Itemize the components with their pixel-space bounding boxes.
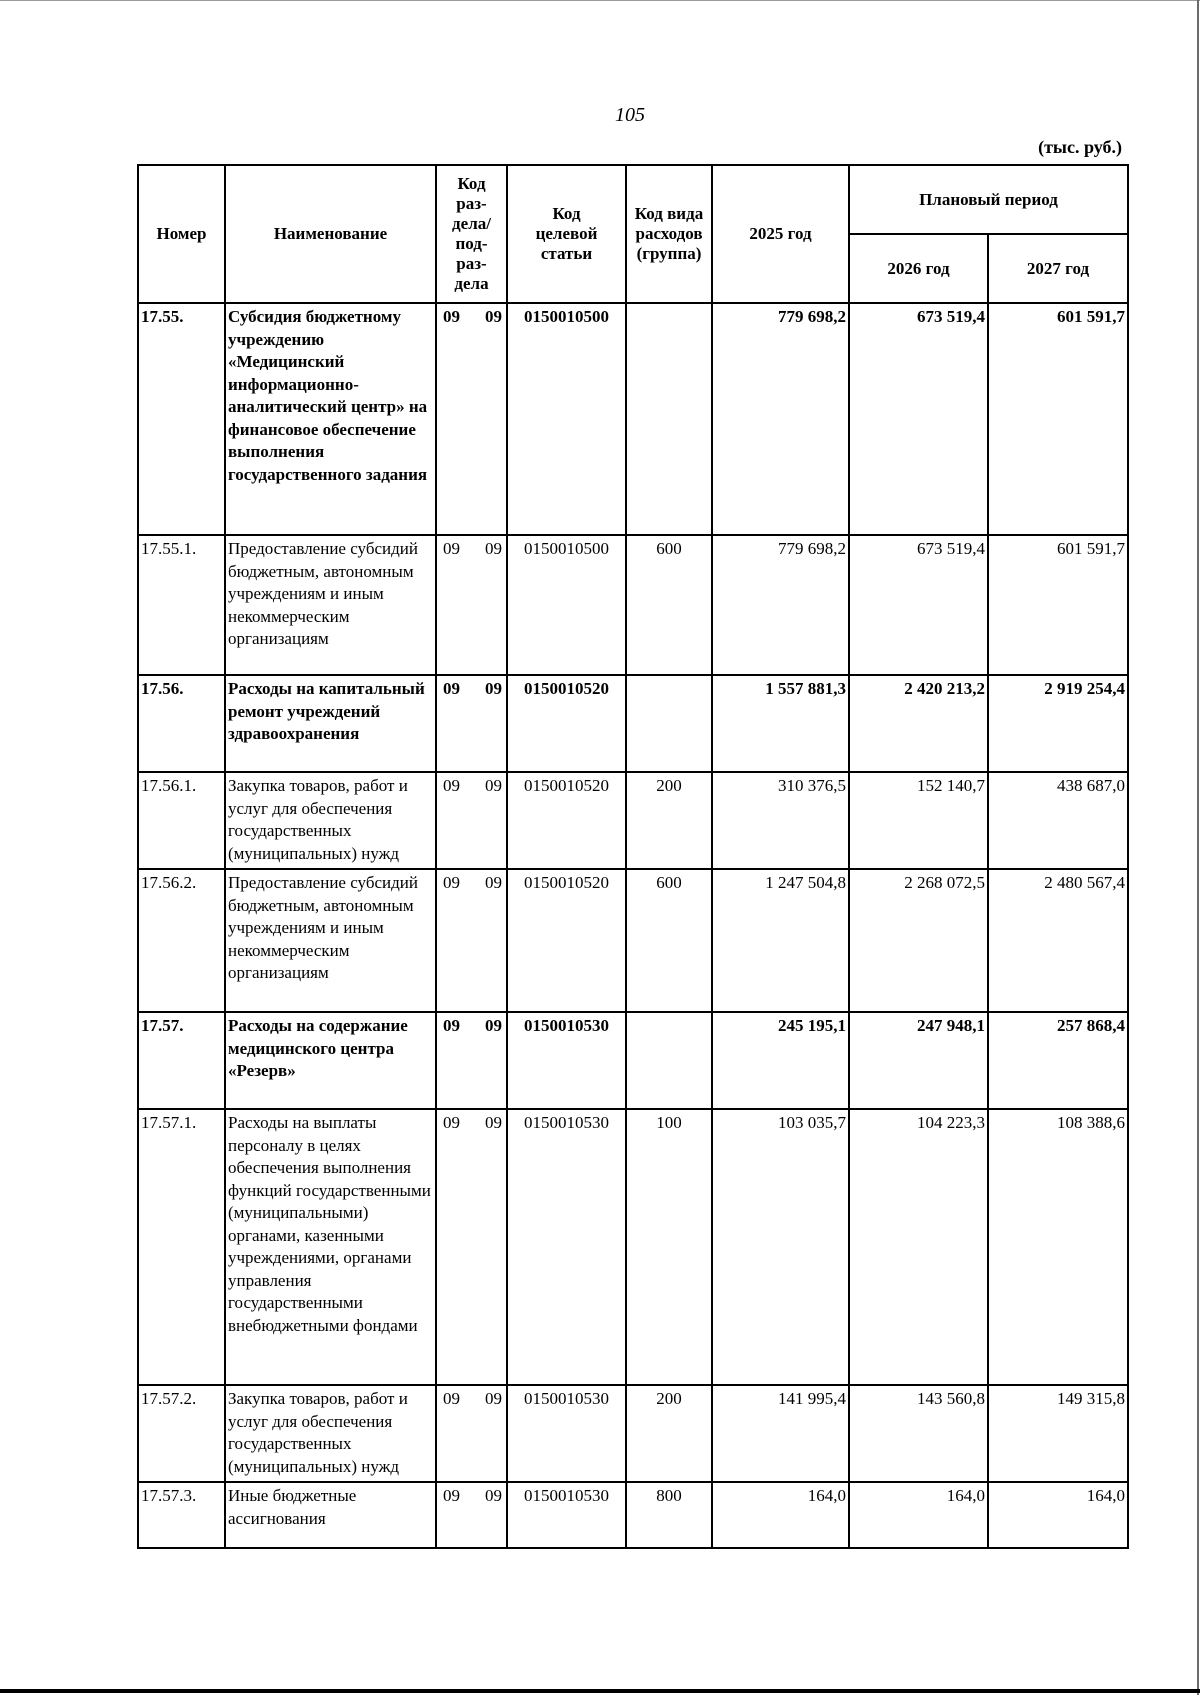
header-line: раз- — [456, 254, 487, 273]
row-amount-2026: 104 223,3 — [849, 1109, 988, 1385]
row-target-code: 0150010520 — [507, 869, 626, 1012]
row-number: 17.57. — [138, 1012, 225, 1109]
header-line: дела/ — [452, 214, 491, 233]
subsection-code: 09 — [485, 1486, 502, 1505]
row-amount-2026: 673 519,4 — [849, 303, 988, 535]
row-section-code — [436, 675, 507, 772]
row-name: Субсидия бюджетному учреждению «Медицинский информационно-аналитический центр» на финансовое обеспечение выполнения государственного задания — [225, 303, 436, 535]
row-amount-2026: 673 519,4 — [849, 535, 988, 675]
table-body — [138, 303, 1128, 1548]
row-target-code: 0150010500 — [507, 303, 626, 535]
row-amount-2025: 164,0 — [712, 1482, 849, 1548]
header-line: раз- — [456, 194, 487, 213]
header-line: целевой — [535, 224, 598, 243]
section-subsection-pair — [439, 1388, 504, 1411]
row-amount-2027: 601 591,7 — [988, 303, 1128, 535]
row-amount-2027: 601 591,7 — [988, 535, 1128, 675]
row-name: Расходы на капитальный ремонт учреждений здравоохранения — [225, 675, 436, 772]
row-amount-2027: 257 868,4 — [988, 1012, 1128, 1109]
row-number: 17.55. — [138, 303, 225, 535]
section-code: 09 — [443, 307, 460, 326]
row-number: 17.56.2. — [138, 869, 225, 1012]
header-line: под- — [455, 234, 488, 253]
table-row — [138, 1482, 1128, 1548]
row-section-code — [436, 869, 507, 1012]
table-header — [138, 165, 1128, 303]
header-year-2027: 2027 год — [988, 234, 1128, 303]
row-name: Закупка товаров, работ и услуг для обеспечения государственных (муниципальных) нужд — [225, 1385, 436, 1482]
row-amount-2027: 108 388,6 — [988, 1109, 1128, 1385]
table-row — [138, 303, 1128, 535]
section-subsection-pair — [439, 872, 504, 895]
section-subsection-pair — [439, 775, 504, 798]
row-target-code: 0150010520 — [507, 772, 626, 869]
row-amount-2026: 164,0 — [849, 1482, 988, 1548]
table-row — [138, 1012, 1128, 1109]
row-section-code — [436, 772, 507, 869]
row-section-code — [436, 1012, 507, 1109]
row-amount-2026: 2 268 072,5 — [849, 869, 988, 1012]
section-code: 09 — [443, 1113, 460, 1132]
row-number: 17.56. — [138, 675, 225, 772]
row-amount-2026: 2 420 213,2 — [849, 675, 988, 772]
row-number: 17.57.3. — [138, 1482, 225, 1548]
row-expense-code — [626, 303, 712, 535]
row-number: 17.56.1. — [138, 772, 225, 869]
units-label: (тыс. руб.) — [1038, 137, 1122, 157]
row-number: 17.57.1. — [138, 1109, 225, 1385]
section-subsection-pair — [439, 1112, 504, 1135]
header-expense-code — [626, 165, 712, 303]
header-line: Код — [552, 204, 581, 223]
table-row — [138, 535, 1128, 675]
row-section-code — [436, 1109, 507, 1385]
row-amount-2027: 164,0 — [988, 1482, 1128, 1548]
row-name: Иные бюджетные ассигнования — [225, 1482, 436, 1548]
subsection-code: 09 — [485, 679, 502, 698]
header-year-2026: 2026 год — [849, 234, 988, 303]
table-row — [138, 1109, 1128, 1385]
row-amount-2027: 438 687,0 — [988, 772, 1128, 869]
budget-table — [137, 164, 1129, 1549]
page-number: 105 — [615, 104, 645, 126]
section-code: 09 — [443, 1016, 460, 1035]
section-subsection-pair — [439, 678, 504, 701]
row-name: Закупка товаров, работ и услуг для обеспечения государственных (муниципальных) нужд — [225, 772, 436, 869]
header-number: Номер — [138, 165, 225, 303]
row-target-code: 0150010530 — [507, 1385, 626, 1482]
header-section-code — [436, 165, 507, 303]
row-name: Расходы на содержание медицинского центра «Резерв» — [225, 1012, 436, 1109]
header-line: дела — [454, 274, 489, 293]
row-amount-2025: 310 376,5 — [712, 772, 849, 869]
table-row — [138, 675, 1128, 772]
row-target-code: 0150010530 — [507, 1482, 626, 1548]
row-number: 17.57.2. — [138, 1385, 225, 1482]
row-amount-2025: 779 698,2 — [712, 535, 849, 675]
row-amount-2025: 1 557 881,3 — [712, 675, 849, 772]
row-name: Предоставление субсидий бюджетным, автономным учреждениям и иным некоммерческим организациям — [225, 869, 436, 1012]
table-row — [138, 1385, 1128, 1482]
row-amount-2026: 143 560,8 — [849, 1385, 988, 1482]
row-target-code: 0150010530 — [507, 1012, 626, 1109]
subsection-code: 09 — [485, 873, 502, 892]
header-line: Код — [457, 174, 486, 193]
row-amount-2025: 779 698,2 — [712, 303, 849, 535]
section-code: 09 — [443, 873, 460, 892]
section-code: 09 — [443, 539, 460, 558]
section-code: 09 — [443, 1486, 460, 1505]
row-amount-2025: 1 247 504,8 — [712, 869, 849, 1012]
row-amount-2025: 245 195,1 — [712, 1012, 849, 1109]
scan-top-edge — [0, 0, 1200, 1]
section-code: 09 — [443, 679, 460, 698]
row-section-code — [436, 1482, 507, 1548]
row-amount-2027: 2 919 254,4 — [988, 675, 1128, 772]
header-line: расходов — [635, 224, 703, 243]
subsection-code: 09 — [485, 1389, 502, 1408]
subsection-code: 09 — [485, 1016, 502, 1035]
row-expense-code: 200 — [626, 1385, 712, 1482]
row-expense-code: 200 — [626, 772, 712, 869]
header-year-2025: 2025 год — [712, 165, 849, 303]
row-expense-code: 600 — [626, 535, 712, 675]
table-row — [138, 869, 1128, 1012]
header-line: (группа) — [636, 244, 702, 263]
section-code: 09 — [443, 776, 460, 795]
row-amount-2027: 2 480 567,4 — [988, 869, 1128, 1012]
row-expense-code — [626, 675, 712, 772]
row-section-code — [436, 303, 507, 535]
header-name: Наименование — [225, 165, 436, 303]
section-code: 09 — [443, 1389, 460, 1408]
header-line: Код вида — [634, 204, 704, 223]
row-target-code: 0150010520 — [507, 675, 626, 772]
row-amount-2027: 149 315,8 — [988, 1385, 1128, 1482]
section-subsection-pair — [439, 1485, 504, 1508]
scan-right-edge — [1197, 0, 1199, 1695]
header-plan-period: Плановый период — [849, 165, 1128, 234]
row-amount-2026: 247 948,1 — [849, 1012, 988, 1109]
subsection-code: 09 — [485, 776, 502, 795]
section-subsection-pair — [439, 306, 504, 329]
row-expense-code: 100 — [626, 1109, 712, 1385]
row-section-code — [436, 535, 507, 675]
row-name: Расходы на выплаты персоналу в целях обеспечения выполнения функций государственными (муниципальными) органами, казенными учреждениями, органами управления государственными внебюджетными фондами — [225, 1109, 436, 1385]
row-target-code: 0150010530 — [507, 1109, 626, 1385]
table-row — [138, 772, 1128, 869]
scan-bottom-edge — [0, 1689, 1200, 1693]
row-amount-2025: 103 035,7 — [712, 1109, 849, 1385]
subsection-code: 09 — [485, 539, 502, 558]
row-target-code: 0150010500 — [507, 535, 626, 675]
row-name: Предоставление субсидий бюджетным, автономным учреждениям и иным некоммерческим организациям — [225, 535, 436, 675]
header-target-code — [507, 165, 626, 303]
row-section-code — [436, 1385, 507, 1482]
header-line: статьи — [540, 244, 593, 263]
row-expense-code — [626, 1012, 712, 1109]
row-number: 17.55.1. — [138, 535, 225, 675]
row-expense-code: 800 — [626, 1482, 712, 1548]
section-subsection-pair — [439, 1015, 504, 1038]
section-subsection-pair — [439, 538, 504, 561]
row-amount-2025: 141 995,4 — [712, 1385, 849, 1482]
subsection-code: 09 — [485, 1113, 502, 1132]
row-expense-code: 600 — [626, 869, 712, 1012]
row-amount-2026: 152 140,7 — [849, 772, 988, 869]
subsection-code: 09 — [485, 307, 502, 326]
